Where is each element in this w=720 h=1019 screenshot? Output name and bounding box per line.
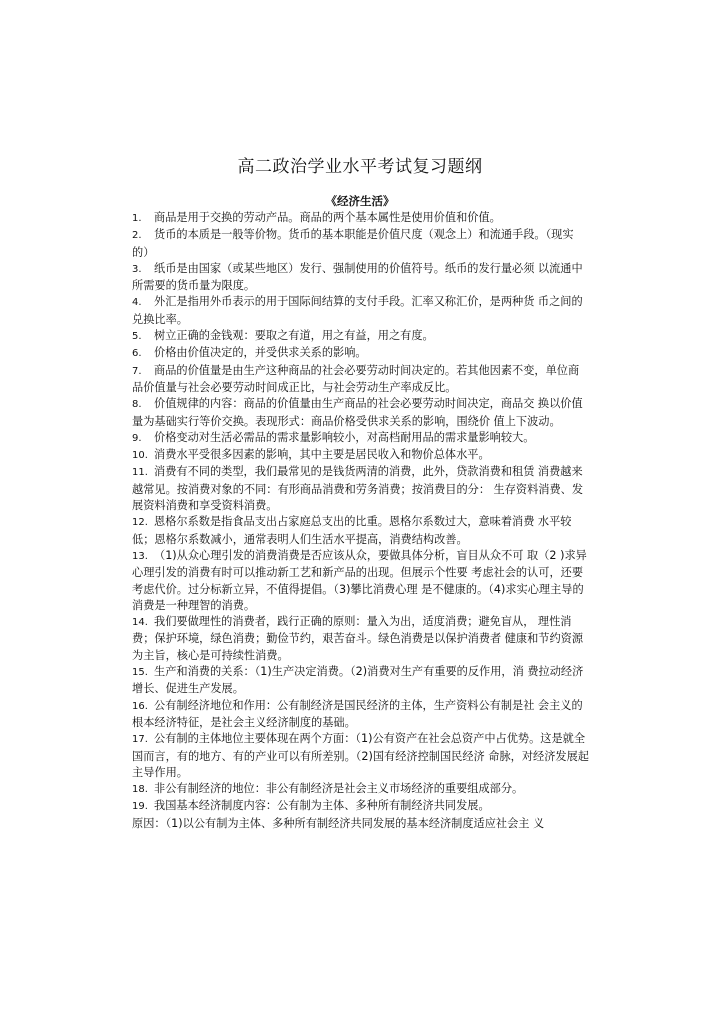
list-item: 10. 消费水平受很多因素的影响，其中主要是居民收入和物价总体水平。	[132, 448, 490, 462]
list-item: 3. 纸币是由国家（或某些地区）发行、强制使用的价值符号。纸币的发行量必须 以流通中所需要的货币量为限度。	[132, 261, 583, 293]
document-body	[132, 210, 590, 832]
list-item: 19. 我国基本经济制度内容：公有制为主体、多种所有制经济共同发展。	[132, 799, 490, 813]
reason-paragraph: 原因：（1)以公有制为主体、多种所有制经济共同发展的基本经济制度适应社会主 义	[132, 816, 545, 830]
list-item: 12. 恩格尔系数是指食品支出占家庭总支出的比重。恩格尔系数过大，意味着消费 水平较低；恩格尔系数减小，通常表明人们生活水平提高，消费结构改善。	[132, 515, 572, 546]
list-item: 9. 价格变动对生活必需品的需求量影响较小，对高档耐用品的需求量影响较大。	[132, 430, 535, 444]
list-item: 1. 商品是用于交换的劳动产品。商品的两个基本属性是使用价值和价值。	[132, 211, 501, 224]
document-title: 高二政治学业水平考试复习题纲	[237, 157, 483, 177]
list-item: 5. 树立正确的金钱观：要取之有道，用之有益，用之有度。	[132, 329, 434, 343]
list-item: 16. 公有制经济地位和作用：公有制经济是国民经济的主体，生产资料公有制是社 会主义的根本经济特征，是社会主义经济制度的基础。	[132, 698, 583, 729]
reason-label: 原因：	[132, 816, 166, 830]
list-item: 2. 货币的本质是一般等价物。货币的基本职能是价值尺度（观念上）和流通手段。（现实的）	[132, 228, 574, 259]
list-item: 17. 公有制的主体地位主要体现在两个方面：（1)公有资产在社会总资产中占优势。这是就全国而言，有的地方、有的产业可以有所差别。（2)国有经济控制国民经济 命脉，对经济发展起主导作用。	[132, 732, 589, 779]
list-item: 11. 消费有不同的类型，我们最常见的是钱货两清的消费，此外，贷款消费和租赁 消费越来越常见。按消费对象的不同：有形商品消费和劳务消费；按消费目的分： 生存资料消费、发展资料消费和享受资料消费。	[132, 465, 584, 513]
list-item: 8. 价值规律的内容：商品的价值量由生产商品的社会必要劳动时间决定，商品交 换以价值量为基础实行等价交换。表现形式：商品价格受供求关系的影响，围绕价 值上下波动。	[132, 397, 583, 428]
list-item: 6. 价格由价值决定的，并受供求关系的影响。	[132, 346, 367, 360]
list-item: 7. 商品的价值量是由生产这种商品的社会必要劳动时间决定的。若其他因素不变，单位商品价值量与社会必要劳动时间成正比，与社会劳动生产率成反比。	[132, 363, 580, 394]
list-item: 18. 非公有制经济的地位：非公有制经济是社会主义市场经济的重要组成部分。	[132, 782, 524, 796]
list-item: 14. 我们要做理性的消费者，践行正确的原则：量入为出，适度消费；避免盲从， 理性消费；保护环境，绿色消费；勤俭节约，艰苦奋斗。绿色消费是以保护消费者 健康和节约资源为主旨，核心是可持续性消费。	[132, 615, 584, 662]
list-item: 4. 外汇是指用外币表示的用于国际间结算的支付手段。汇率又称汇价，是两种货 币之间的兑换比率。	[132, 295, 583, 326]
list-item: 15. 生产和消费的关系：（1)生产决定消费。（2)消费对生产有重要的反作用，消 费拉动经济增长、促进生产发展。	[132, 665, 584, 696]
list-item: 13. （1)从众心理引发的消费消费是否应该从众，要做具体分析，盲目从众不可 取（2 )求异心理引发的消费有时可以推动新工艺和新产品的出现。但展示个性要 考虑社会的认可，还要考虑代价。过分标新立异，不值得提倡。（3)攀比消费心理 是不健康的。（4)求实心理主导的消费是一种理智的消费。	[132, 548, 587, 612]
section-title: 《经济生活》	[325, 194, 395, 208]
